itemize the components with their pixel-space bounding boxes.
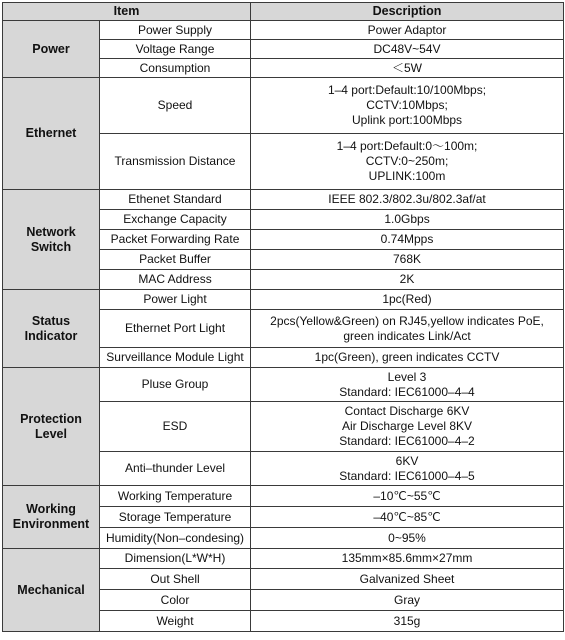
item-cell: Power Light — [100, 290, 251, 310]
item-cell: Storage Temperature — [100, 507, 251, 528]
description-cell: 6KV Standard: IEC61000–4–5 — [251, 452, 564, 486]
description-cell: Contact Discharge 6KV Air Discharge Level 8KV Standard: IEC61000–4–2 — [251, 402, 564, 452]
spec-table — [2, 2, 564, 632]
item-cell: Dimension(L*W*H) — [100, 549, 251, 569]
description-cell: –40℃~85℃ — [251, 507, 564, 528]
description-cell: 1–4 port:Default:10/100Mbps; CCTV:10Mbps; Uplink port:100Mbps — [251, 78, 564, 134]
item-cell: Speed — [100, 78, 251, 134]
description-cell: 1–4 port:Default:0～100m; CCTV:0~250m; UPLINK:100m — [251, 134, 564, 190]
description-cell: 315g — [251, 611, 564, 632]
description-cell: Level 3 Standard: IEC61000–4–4 — [251, 368, 564, 402]
item-cell: Consumption — [100, 59, 251, 78]
group-label: Ethernet — [3, 78, 100, 190]
item-cell: Color — [100, 590, 251, 611]
spec-body — [3, 21, 564, 632]
description-cell: Power Adaptor — [251, 21, 564, 40]
description-cell: 768K — [251, 250, 564, 270]
spec-row — [3, 486, 564, 507]
item-cell: Weight — [100, 611, 251, 632]
description-cell: Galvanized Sheet — [251, 569, 564, 590]
item-cell: Transmission Distance — [100, 134, 251, 190]
header-description: Description — [251, 3, 564, 21]
spec-row — [3, 78, 564, 134]
description-cell: 0.74Mpps — [251, 230, 564, 250]
description-cell: 1pc(Red) — [251, 290, 564, 310]
item-cell: Packet Buffer — [100, 250, 251, 270]
item-cell: Humidity(Non–condesing) — [100, 528, 251, 549]
item-cell: Ethernet Port Light — [100, 310, 251, 348]
description-cell: 1.0Gbps — [251, 210, 564, 230]
header-item: Item — [3, 3, 251, 21]
item-cell: Packet Forwarding Rate — [100, 230, 251, 250]
item-cell: Voltage Range — [100, 40, 251, 59]
item-cell: Out Shell — [100, 569, 251, 590]
group-label: Network Switch — [3, 190, 100, 290]
description-cell: 2K — [251, 270, 564, 290]
description-cell: ＜5W — [251, 59, 564, 78]
description-cell: IEEE 802.3/802.3u/802.3af/at — [251, 190, 564, 210]
spec-row — [3, 368, 564, 402]
header-row — [3, 3, 564, 21]
description-cell: DC48V~54V — [251, 40, 564, 59]
description-cell: –10℃~55℃ — [251, 486, 564, 507]
item-cell: MAC Address — [100, 270, 251, 290]
group-label: Protection Level — [3, 368, 100, 486]
spec-row — [3, 290, 564, 310]
item-cell: Exchange Capacity — [100, 210, 251, 230]
description-cell: 0~95% — [251, 528, 564, 549]
description-cell: Gray — [251, 590, 564, 611]
item-cell: Power Supply — [100, 21, 251, 40]
spec-row — [3, 549, 564, 569]
group-label: Mechanical — [3, 549, 100, 632]
item-cell: Pluse Group — [100, 368, 251, 402]
description-cell: 2pcs(Yellow&Green) on RJ45,yellow indicates PoE, green indicates Link/Act — [251, 310, 564, 348]
spec-row — [3, 190, 564, 210]
item-cell: Ethenet Standard — [100, 190, 251, 210]
group-label: Status Indicator — [3, 290, 100, 368]
group-label: Working Environment — [3, 486, 100, 549]
group-label: Power — [3, 21, 100, 78]
item-cell: Anti–thunder Level — [100, 452, 251, 486]
item-cell: Surveillance Module Light — [100, 348, 251, 368]
item-cell: Working Temperature — [100, 486, 251, 507]
description-cell: 1pc(Green), green indicates CCTV — [251, 348, 564, 368]
description-cell: 135mm×85.6mm×27mm — [251, 549, 564, 569]
item-cell: ESD — [100, 402, 251, 452]
spec-row — [3, 21, 564, 40]
